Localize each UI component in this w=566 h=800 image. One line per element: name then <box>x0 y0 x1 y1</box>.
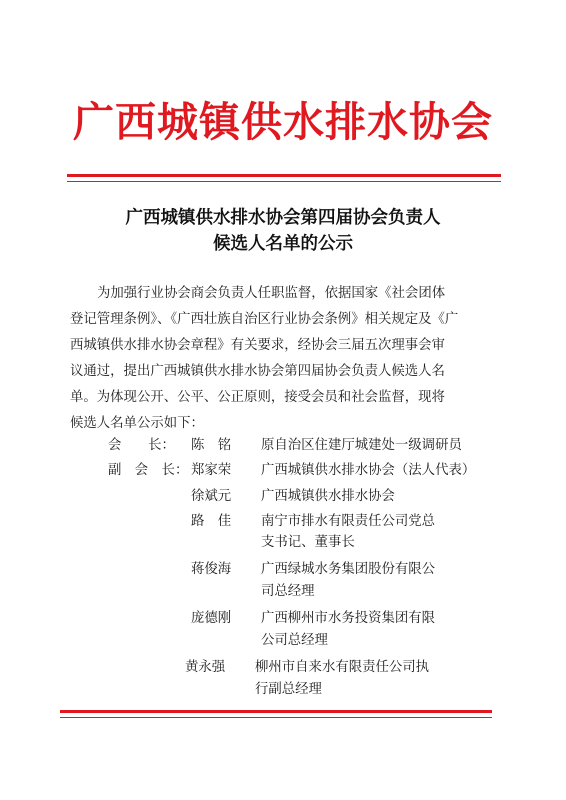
candidate-name: 徐斌元 <box>191 489 232 504</box>
notice-title-line-2: 候选人名单的公示 <box>213 234 353 254</box>
role-label-president: 会 长： <box>108 438 175 453</box>
candidate-name: 蒋俊海 <box>191 562 232 577</box>
letterhead-rule-thick <box>67 174 501 177</box>
candidate-title: 广西城镇供水排水协会（法人代表） <box>261 463 476 478</box>
body-line: 为加强行业协会商会负责人任职监督，依据国家《社会团体 <box>97 286 446 301</box>
footer-rule-thick <box>60 710 492 713</box>
candidate-name: 路 佳 <box>191 514 232 529</box>
candidate-title: 广西城镇供水排水协会 <box>261 489 395 504</box>
body-line: 议通过，提出广西城镇供水排水协会第四届协会负责人候选人名 <box>70 364 445 379</box>
candidate-title-cont: 行副总经理 <box>255 682 322 697</box>
candidate-name: 陈 铭 <box>191 438 232 453</box>
body-line: 登记管理条例》、《广西壮族自治区行业协会条例》相关规定及《广 <box>70 312 459 327</box>
role-label-vice-president: 副 会 长： <box>108 463 189 478</box>
body-line: 单。为体现公开、公平、公正原则，接受会员和社会监督，现将 <box>70 390 445 405</box>
letterhead-rule-thin <box>67 181 501 182</box>
candidate-title-cont: 司总经理 <box>261 584 315 599</box>
candidate-title-cont: 支书记、董事长 <box>261 535 355 550</box>
candidate-title-cont: 公司总经理 <box>261 633 328 648</box>
candidate-title: 原自治区住建厅城建处一级调研员 <box>261 438 462 453</box>
footer-rule-thin <box>60 717 492 718</box>
body-line: 西城镇供水排水协会章程》有关要求，经协会三届五次理事会审 <box>70 338 445 353</box>
notice-title-line-1: 广西城镇供水排水协会第四届协会负责人 <box>125 208 441 228</box>
candidate-title: 广西柳州市水务投资集团有限 <box>261 611 436 626</box>
candidate-title: 柳州市自来水有限责任公司执 <box>255 660 430 675</box>
candidate-title: 广西绿城水务集团股份有限公 <box>261 562 436 577</box>
candidate-name: 郑家荣 <box>191 463 232 478</box>
candidate-title: 南宁市排水有限责任公司党总 <box>261 514 436 529</box>
org-letterhead-title: 广西城镇供水排水协会 <box>73 98 493 146</box>
candidate-name: 黄永强 <box>185 660 226 675</box>
body-line: 候选人名单公示如下： <box>70 416 204 431</box>
candidate-name: 庞德刚 <box>191 611 232 626</box>
